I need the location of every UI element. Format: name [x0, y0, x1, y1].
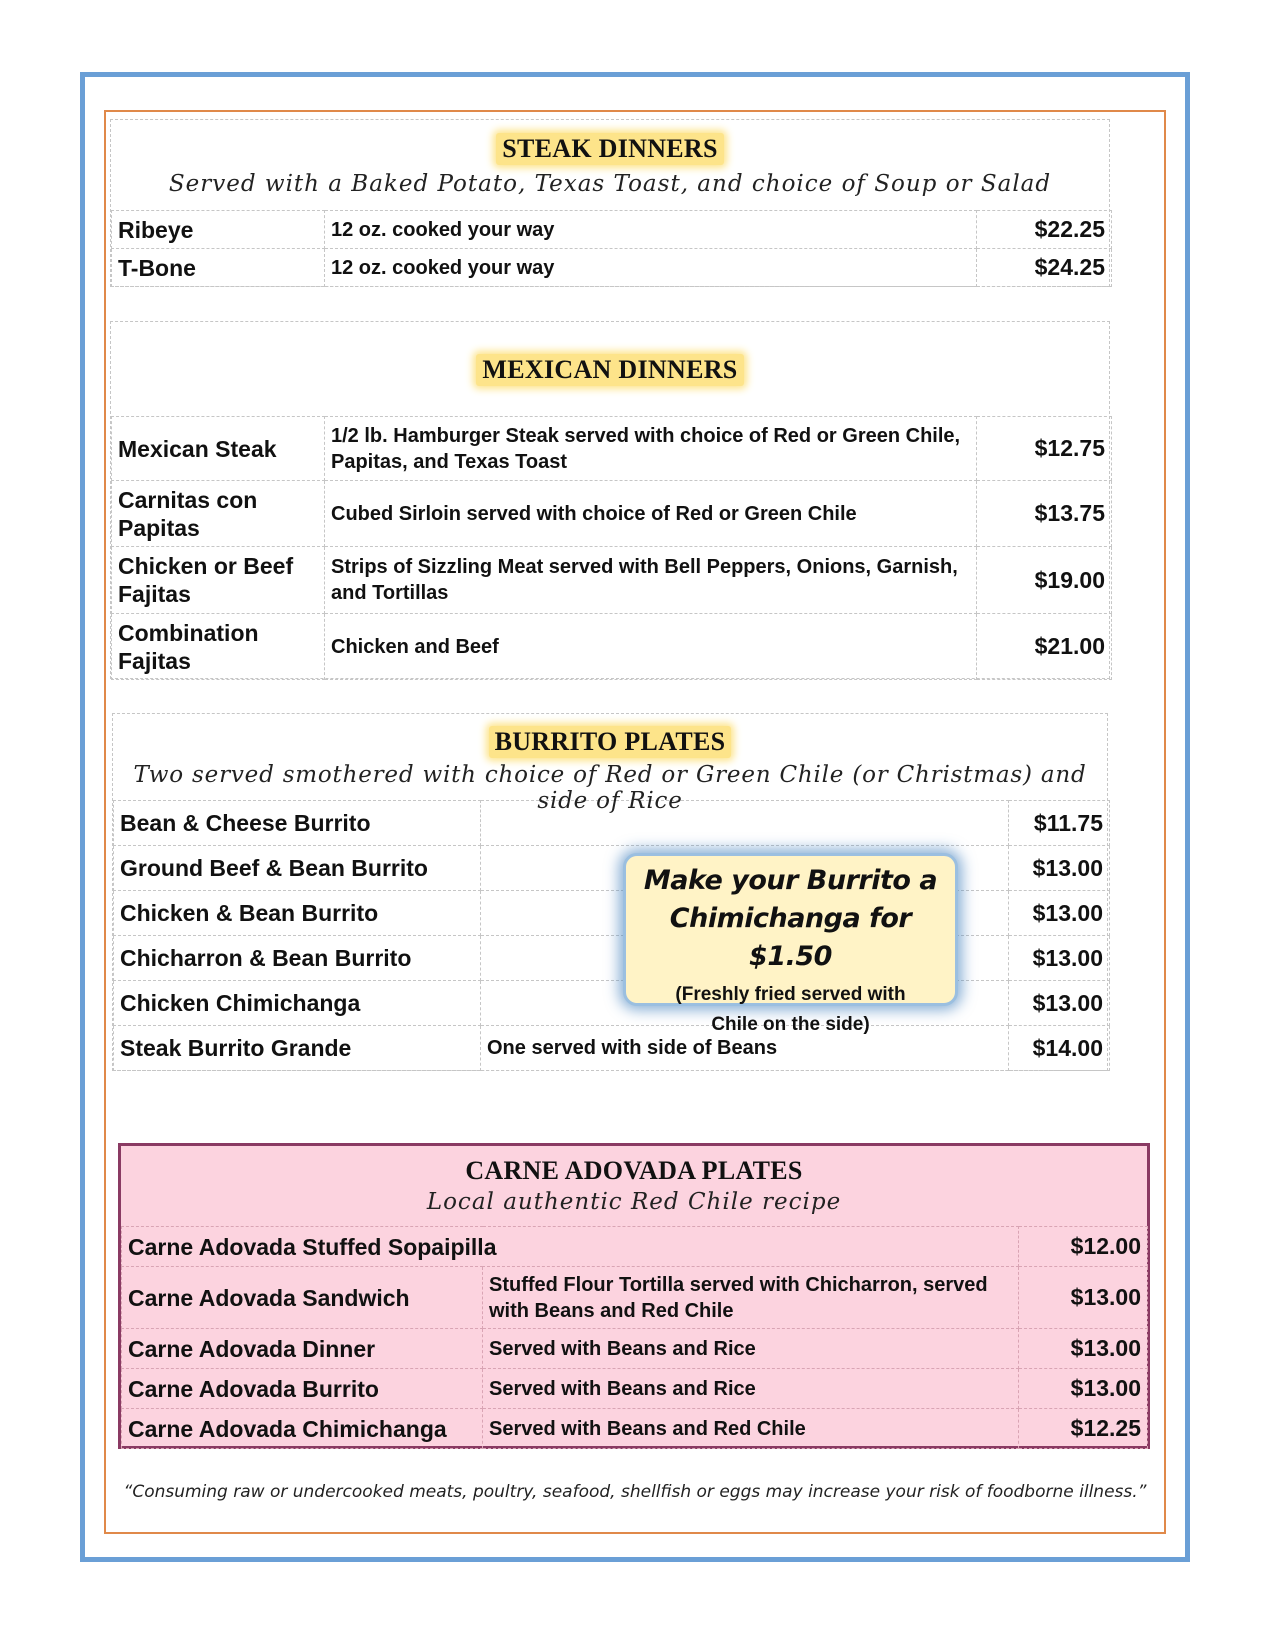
- carne-adovada-header: [121, 1146, 1147, 1226]
- mexican-dinners-table: [111, 416, 1112, 680]
- callout-line-1: Make your Burrito a: [643, 865, 938, 896]
- table-row: [114, 1026, 1110, 1071]
- item-price: $13.00: [1009, 846, 1110, 891]
- table-row: [112, 547, 1112, 614]
- table-row: [122, 1267, 1148, 1329]
- item-name: Combination Fajitas: [112, 614, 325, 680]
- steak-dinners-subtitle: Served with a Baked Potato, Texas Toast, and choice of Soup or Salad: [168, 171, 1052, 197]
- item-name: Chicharron & Bean Burrito: [114, 936, 481, 981]
- burrito-plates-header: [113, 714, 1107, 814]
- item-description: Chicken and Beef: [325, 614, 977, 680]
- callout-line-2: Chimichanga for $1.50: [669, 903, 912, 972]
- steak-dinners-header: [111, 120, 1109, 210]
- item-price: $13.00: [1009, 936, 1110, 981]
- table-row: [122, 1409, 1148, 1449]
- item-name: Steak Burrito Grande: [114, 1026, 481, 1071]
- item-description: 12 oz. cooked your way: [325, 211, 977, 249]
- table-row: [122, 1329, 1148, 1369]
- item-description: One served with side of Beans: [481, 1026, 1009, 1071]
- table-row: [112, 417, 1112, 481]
- table-row: [112, 481, 1112, 547]
- carne-adovada-section: [118, 1143, 1150, 1449]
- table-row: [112, 614, 1112, 680]
- table-row: [112, 249, 1112, 287]
- chimichanga-callout: [623, 853, 958, 1035]
- item-name: Carne Adovada Chimichanga: [122, 1409, 483, 1449]
- item-price: $13.00: [1019, 1267, 1148, 1329]
- item-name: Ground Beef & Bean Burrito: [114, 846, 481, 891]
- item-description: Strips of Sizzling Meat served with Bell Peppers, Onions, Garnish, and Tortillas: [325, 547, 977, 614]
- carne-adovada-subtitle: Local authentic Red Chile recipe: [426, 1189, 842, 1215]
- item-name: T-Bone: [112, 249, 325, 287]
- callout-headline: [626, 862, 955, 976]
- burrito-plates-subtitle: Two served smothered with choice of Red or Green Chile (or Christmas) and side of Rice: [133, 762, 1087, 814]
- mexican-dinners-header: [111, 322, 1109, 416]
- item-price: $13.75: [977, 481, 1112, 547]
- item-name: Carnitas con Papitas: [112, 481, 325, 547]
- callout-line-3: (Freshly fried served with: [675, 984, 906, 1005]
- item-name: Ribeye: [112, 211, 325, 249]
- item-name: Chicken or Beef Fajitas: [112, 547, 325, 614]
- item-name: Chicken & Bean Burrito: [114, 891, 481, 936]
- burrito-plates-title: BURRITO PLATES: [489, 726, 732, 758]
- burrito-plates-section: [112, 713, 1108, 1071]
- item-price: $12.75: [977, 417, 1112, 481]
- item-name: Carne Adovada Burrito: [122, 1369, 483, 1409]
- burrito-plates-table: [113, 800, 1110, 1071]
- item-price: $12.25: [1019, 1409, 1148, 1449]
- item-price: $19.00: [977, 547, 1112, 614]
- item-price: $13.00: [1019, 1329, 1148, 1369]
- item-description: Stuffed Flour Tortilla served with Chicharron, served with Beans and Red Chile: [483, 1267, 1019, 1329]
- item-price: $13.00: [1009, 981, 1110, 1026]
- steak-dinners-title: STEAK DINNERS: [496, 133, 724, 165]
- item-price: $13.00: [1019, 1369, 1148, 1409]
- item-name: Carne Adovada Sandwich: [122, 1267, 483, 1329]
- item-price: $24.25: [977, 249, 1112, 287]
- carne-adovada-title: CARNE ADOVADA PLATES: [465, 1156, 803, 1185]
- table-row: [114, 936, 1110, 981]
- item-name: Carne Adovada Stuffed Sopaipilla: [122, 1227, 1019, 1267]
- table-row: [112, 211, 1112, 249]
- table-row: [122, 1369, 1148, 1409]
- item-price: $22.25: [977, 211, 1112, 249]
- table-row: [114, 981, 1110, 1026]
- item-price: $12.00: [1019, 1227, 1148, 1267]
- item-name: Bean & Cheese Burrito: [114, 801, 481, 846]
- mexican-dinners-section: [110, 321, 1110, 679]
- carne-adovada-table: [121, 1226, 1148, 1449]
- item-name: Chicken Chimichanga: [114, 981, 481, 1026]
- item-description: 12 oz. cooked your way: [325, 249, 977, 287]
- food-safety-disclaimer: “Consuming raw or undercooked meats, poultry, seafood, shellfish or eggs may increase your risk of foodborne illness.”: [123, 1482, 1147, 1502]
- item-description: Served with Beans and Rice: [483, 1329, 1019, 1369]
- item-price: $21.00: [977, 614, 1112, 680]
- item-description: Served with Beans and Red Chile: [483, 1409, 1019, 1449]
- mexican-dinners-title: MEXICAN DINNERS: [476, 354, 743, 386]
- table-row: [114, 891, 1110, 936]
- steak-dinners-section: [110, 119, 1110, 287]
- item-price: $14.00: [1009, 1026, 1110, 1071]
- callout-line-4: Chile on the side): [711, 1014, 870, 1035]
- item-description: Served with Beans and Rice: [483, 1369, 1019, 1409]
- table-row: [122, 1227, 1148, 1267]
- item-name: Carne Adovada Dinner: [122, 1329, 483, 1369]
- callout-note: [626, 980, 955, 1040]
- steak-dinners-table: [111, 210, 1112, 287]
- item-price: $13.00: [1009, 891, 1110, 936]
- item-description: 1/2 lb. Hamburger Steak served with choice of Red or Green Chile, Papitas, and Texas Toast: [325, 417, 977, 481]
- item-price: $11.75: [1009, 801, 1110, 846]
- item-name: Mexican Steak: [112, 417, 325, 481]
- table-row: [114, 846, 1110, 891]
- item-description: Cubed Sirloin served with choice of Red or Green Chile: [325, 481, 977, 547]
